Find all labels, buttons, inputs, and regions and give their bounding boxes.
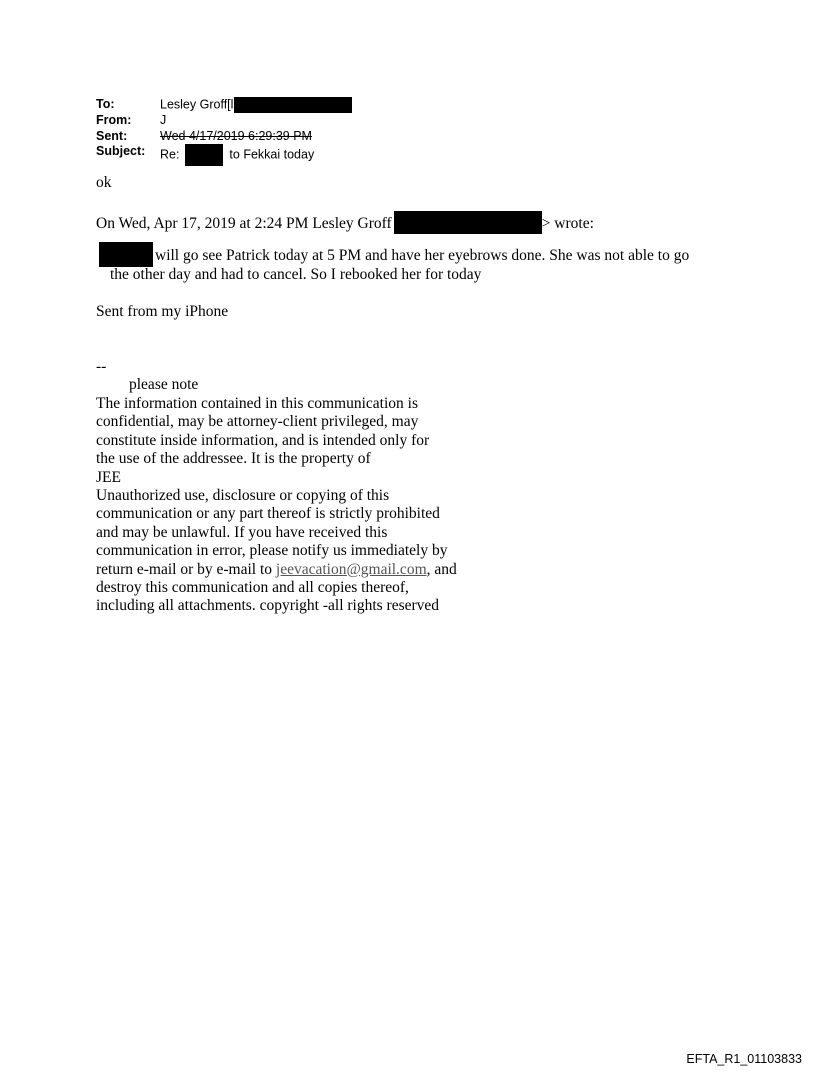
from-row (96, 113, 352, 129)
email-link[interactable]: jeevacation@gmail.com (275, 560, 427, 578)
disclaimer-body (96, 395, 457, 616)
document-id: EFTA_R1_01103833 (686, 1052, 802, 1066)
redaction-box (99, 242, 153, 267)
sent-row (96, 129, 352, 145)
to-value (160, 97, 352, 113)
subject-row (96, 144, 352, 166)
email-line-after: , and (426, 560, 457, 578)
sent-label: Sent: (96, 128, 128, 143)
redaction-box (185, 144, 223, 166)
quote-intro-start: On Wed, Apr 17, 2019 at 2:24 PM Lesley Groff (96, 215, 392, 232)
email-header (96, 97, 352, 166)
disclaimer-line: confidential, may be attorney-client privileged, may (96, 413, 419, 431)
quote-intro (96, 211, 594, 234)
signature: Sent from my iPhone (96, 303, 229, 320)
quoted-line-1: will go see Patrick today at 5 PM and have her eyebrows done. She was not able to go (155, 247, 690, 264)
disclaimer-line: The information contained in this communication is (96, 395, 418, 412)
subject-value (160, 144, 314, 166)
disclaimer-line: including all attachments. copyright -all rights reserved (96, 597, 440, 615)
quoted-line-2: the other day and had to cancel. So I rebooked her for today (110, 266, 482, 283)
disclaimer-line: and may be unlawful. If you have received this (96, 523, 388, 541)
disclaimer-line: the use of the addressee. It is the property of (96, 450, 371, 468)
reply-text: ok (96, 174, 112, 191)
redaction-box (394, 211, 542, 234)
disclaimer-line: Unauthorized use, disclosure or copying of this (96, 487, 390, 505)
to-name: Lesley Groff[l (160, 97, 234, 112)
disclaimer-line: constitute inside information, and is intended only for (96, 431, 430, 449)
sent-value: Wed 4/17/2019 6:29:39 PM (160, 128, 312, 143)
disclaimer-separator: -- (96, 358, 107, 375)
from-label: From: (96, 113, 132, 127)
redaction-box (234, 97, 352, 113)
from-value: J (160, 113, 167, 127)
disclaimer-line: JEE (96, 468, 121, 486)
disclaimer-line: destroy this communication and all copies thereof, (96, 579, 409, 597)
disclaimer-line: communication or any part thereof is strictly prohibited (96, 505, 440, 523)
email-line-before: return e-mail or by e-mail to (96, 560, 276, 578)
subject-prefix: Re: (160, 147, 180, 162)
to-label: To: (96, 97, 115, 111)
to-row (96, 97, 352, 113)
subject-suffix: to Fekkai today (229, 147, 315, 162)
disclaimer-email-line (96, 561, 457, 579)
disclaimer-note: please note (129, 376, 199, 393)
quote-intro-end: > wrote: (541, 215, 594, 232)
disclaimer-line: communication in error, please notify us immediately by (96, 542, 448, 560)
subject-label: Subject: (96, 144, 146, 158)
